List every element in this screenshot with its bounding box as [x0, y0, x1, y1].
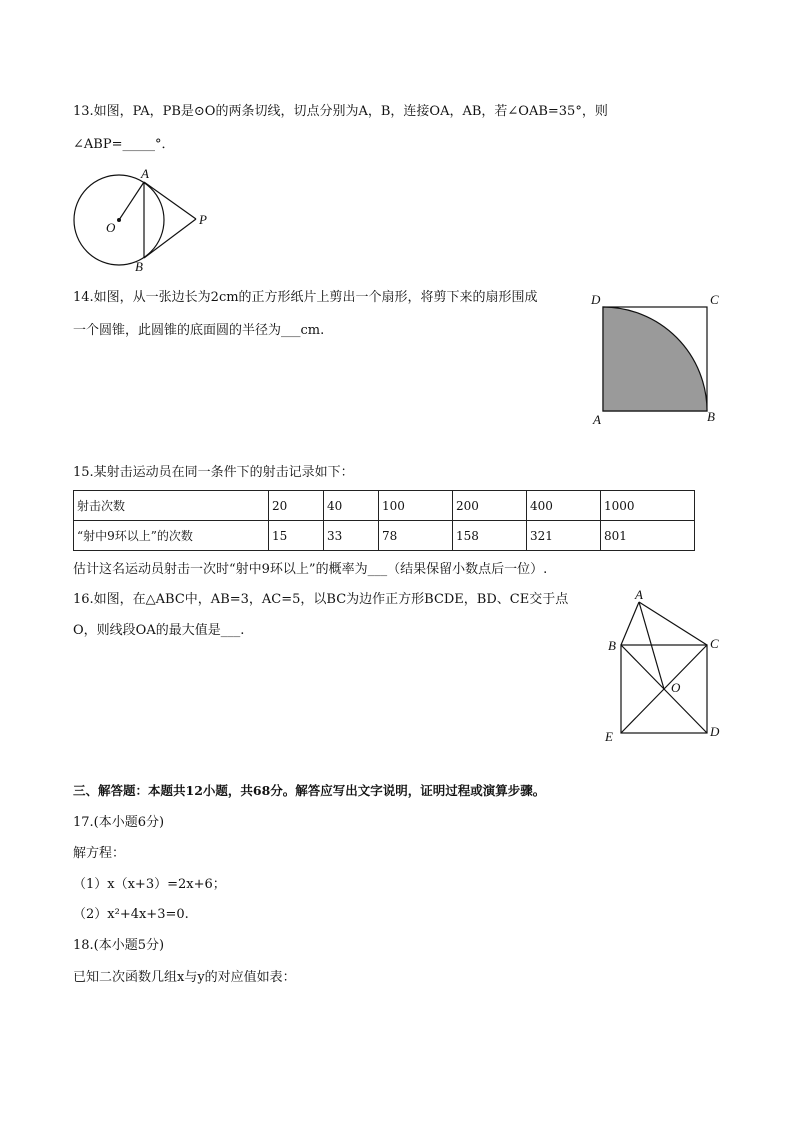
table-cell: 15	[269, 521, 324, 551]
q16-text-line2: O，则线段OA的最大值是___.	[73, 623, 245, 638]
table-cell: 40	[324, 491, 379, 521]
q14-text-line1: 14.如图，从一张边长为2cm的正方形纸片上剪出一个扇形，将剪下来的扇形围成	[73, 290, 538, 305]
label-b: B	[707, 409, 715, 424]
table-cell: 78	[379, 521, 453, 551]
table-row	[74, 521, 695, 551]
table-cell: 801	[601, 521, 695, 551]
label-c: C	[710, 292, 719, 307]
table-cell: 20	[269, 491, 324, 521]
tangent-pa	[144, 182, 196, 219]
shaded-sector	[603, 307, 707, 411]
q16-text-line1: 16.如图，在△ABC中，AB=3，AC=5，以BC为边作正方形BCDE，BD、CE交于点	[73, 592, 569, 607]
label-p: P	[199, 212, 207, 227]
q17-part2: （2）x²+4x+3=0.	[73, 907, 189, 922]
segment-oa	[119, 182, 144, 220]
label-a: A	[635, 588, 643, 602]
label-e: E	[605, 729, 613, 744]
label-d: D	[710, 724, 720, 739]
label-a: A	[593, 412, 601, 427]
shooting-record-table	[73, 490, 695, 551]
q16-triangle-square-figure	[598, 588, 728, 748]
tangent-pb	[144, 219, 196, 258]
table-cell: 1000	[601, 491, 695, 521]
label-d: D	[591, 292, 601, 307]
table-cell: 400	[527, 491, 601, 521]
table-cell: 321	[527, 521, 601, 551]
q13-text-line1: 13.如图，PA，PB是⊙O的两条切线，切点分别为A，B，连接OA，AB，若∠OAB=35°，则	[73, 104, 608, 119]
q14-square-sector-figure	[588, 290, 728, 430]
table-cell: 200	[453, 491, 527, 521]
q18-prompt: 已知二次函数几组x与y的对应值如表：	[73, 970, 296, 985]
q13-text-line2: ∠ABP=_____°．	[73, 137, 175, 152]
q17-prompt: 解方程：	[73, 846, 126, 861]
table-cell: 158	[453, 521, 527, 551]
label-o: O	[671, 680, 681, 695]
table-row	[74, 491, 695, 521]
q17-title: 17.(本小题6分)	[73, 815, 165, 830]
label-a: A	[141, 166, 149, 181]
segment-ab	[621, 602, 639, 645]
section-heading: 三、解答题：本题共12小题，共68分。解答应写出文字说明，证明过程或演算步骤。	[73, 783, 546, 798]
q17-part1: （1）x（x+3）=2x+6；	[73, 877, 226, 892]
q13-tangent-figure	[68, 166, 218, 278]
q14-text-line2: 一个圆锥，此圆锥的底面圆的半径为___cm.	[73, 323, 325, 338]
table-cell: 射击次数	[74, 491, 269, 521]
table-cell: 33	[324, 521, 379, 551]
label-b: B	[608, 638, 616, 653]
table-cell: “射中9环以上”的次数	[74, 521, 269, 551]
q15-text-line1: 15.某射击运动员在同一条件下的射击记录如下：	[73, 465, 354, 480]
q15-text-line2: 估计这名运动员射击一次时“射中9环以上”的概率为___（结果保留小数点后一位）.	[73, 562, 548, 577]
table-cell: 100	[379, 491, 453, 521]
center-point-o	[117, 218, 121, 222]
label-c: C	[710, 636, 719, 651]
label-b: B	[135, 259, 143, 274]
q18-title: 18.(本小题5分)	[73, 938, 165, 953]
label-o: O	[106, 220, 116, 235]
